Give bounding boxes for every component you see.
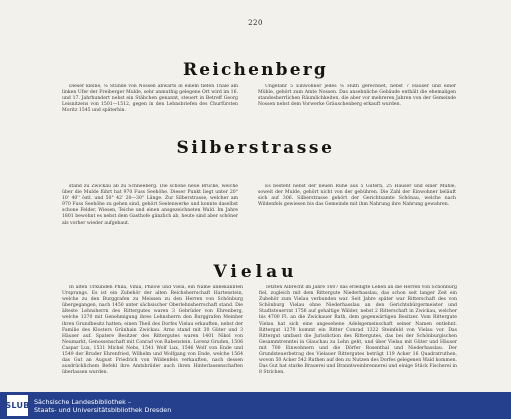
silberstrasse-right-text: Es besteht nebst der neuen Ruhe aus 5 Gütern, 25 Häuser und einer Mühle, soweit der Mulde, gehört nicht von der gebühren. Die Zahl der Einwohner beläuft sich auf 306. Silberstrasse gehört der Gerichtsamte Schönau, welche nach Wildenfels gewiesen bis das Gemeinde mit ihm Nahrung ihre Nahrung gewahren. [258, 184, 456, 208]
reichenberg-left-column [62, 84, 238, 122]
slub-logo[interactable] [7, 395, 28, 416]
vielau-right-column [259, 285, 457, 391]
reichenberg-left-text: Dieser kleine, ⅛ Stunde von Nossen abwärts in einem tiefen Thale am linken Ufer der Freiberger Mulde, sehr anmuthig gelegene Ort wird im 16. und 17. Jahrhundert nebst ein Stäbchen genannt, steuert in Betreff Georg Leisnitzens von 1501—1512, gegen in den Lehnsbriefen des Churfürsten Moritz 1545 und späterhin. [62, 84, 238, 114]
vielau-left-column [62, 285, 243, 391]
page-number: 220 [248, 19, 263, 27]
vielau-right-text: Ietzten Albrecht im Jahre 1607 das erledigte Lehen an die Herren von Schönburg fiel, zugleich mit dem Rittergute Niederhasslau, das schon seit langer Zeit ein Zubehör zum Vielau verbunden war. Seit Jahre später war Ritterschaft des von Schönburg Vielau ohne Niederhasslau an den Gerichtsbürgermeister und Stadtsteuerrat 1756 auf gehaltige Wälder, nebst 2 Ritterschaft in Zwickau, welcher bis 4700 Fl. an die Zwickauer Rath, dem gegenwärtigen Besitzer. Vom Rittergute Vielau hat sich eine angesehene Adelsgemeinschaft seiner Namen entlehnt. Rittergut 1270 kommt ein Ritter Conrad 1322 Steinfeld von Vielau vor. Das Rittergut umfasst die Jurisdiction des Rittergutes, das bei der Schönburgischen Gesammtrenntei in Glauchau zu Lehn geht, und über Vielau mit Güter und Häuser mit 700 Einwohnern und die Dörfer Rosenthal und Niederhasslau. Der Grundsteuerbetrag des Vielauer Rittergutes beträgt 119 Acker 16 Quadratruthen, wovon 50 Acker 542 Ruthen auf den zu Nutzen des Dorfes gelegenen Wald kommen. Das Gut hat starke Brauerei und Branntweinbrennerei und einige Stück Fischerei in 8 Strichen. [259, 285, 457, 376]
slub-logo-text: SLUB [5, 401, 30, 410]
silberstrasse-left-column [62, 184, 238, 246]
library-footer-bar [0, 392, 511, 419]
section-title-reichenberg: Reichenberg [182, 60, 329, 80]
section-title-silberstrasse: Silberstrasse [176, 138, 335, 158]
silberstrasse-right-column [258, 184, 456, 246]
reichenberg-right-column [258, 84, 456, 122]
vielau-left-text: In alten Urkunden Phila, Vihla, Philow und Viela, ein Name unbekannten Ursprungs. Es ist ein Zubehör der alten Reichsherrschaft Hartenstein, welche zu den Burggrafen zu Meissen zu den Herren von Schönburg übergegangen, nach 1450 unter sächsischer Oberlehnsherrschaft stand. Die älteste Lehnsherrn des Rittergutes waren 3 Gebrüder von Ehrenberg, welche 1370 mit Genehmigung ihres Lehnsherrn den Burggrafen Meinher ihren Grundbesitz hatten; einen Theil des Dorfes Vielau erkauften, nebst der Familie des Klosters Grünhain Zwickau. Arno stand mit 30 Güter und 3 Häuser auf. Spatere Besitzer des Rittergutes waren 1401 Nikol von Neumarkt, Genossenschaft mit Conrad von Rabenstein. Lorenz Gruden, 1506 Caspar Lux, 1531 Michel Nebs, 1541 Wolf Lux, 1546 Wolf von Ende und 1549 der Bruder Ehrenfried, Wilhelm und Wolfgang von Ende, welche 1564 das Gut an August Friedrich von Wildenfels verkauften, nach dessen ausdrücklichem Befehl ihre Amtsbrüder auch ihren Hinterlassenschaften überlassen wurden. [62, 285, 243, 376]
reichenberg-right-text: Ungefähr 5 Einwohner jedes ⅛ Huth gerechnet, nebst 7 Häuser und einer Mühle, gehört zum Amte Nossen. Das ansehnliche Gebäude enthält die ehemaligen standesherrlichen Räumlichkeiten, die aber vor mehreren Jahren von der Gemeinde Nossen nebst dem Vorwerke Gräuschenberg erkauft wurden. [258, 84, 456, 108]
silberstrasse-left-text: stand zu Zwickau ab zu Schneeberg. Die schöne neue Brücke, welche über die Mulde führt hat 970 Fuss Seehöhe. Dieser Punkt liegt unter 20° 10' 40'' östl. und 50° 42' 20—30'' Länge. Zur Silberstrasse, welcher am 970 Fuss Seehöhe zu gehen sind, gehört Seelenwerke und konnte daselbst schone Felder, Wiesen, Teiche und einen ansgezeichneten Wald. Im Jahre 1801 bewohnt es nebst dem Gasthofe gänzlich ab, heute sind aber schöner als vorher wieder aufgebaut. [62, 184, 238, 226]
section-title-vielau: Vielau [213, 262, 298, 282]
footer-line-1: Sächsische Landesbibliothek – [34, 398, 132, 406]
footer-line-2: Staats- und Universitätsbibliothek Dresden [34, 406, 172, 414]
